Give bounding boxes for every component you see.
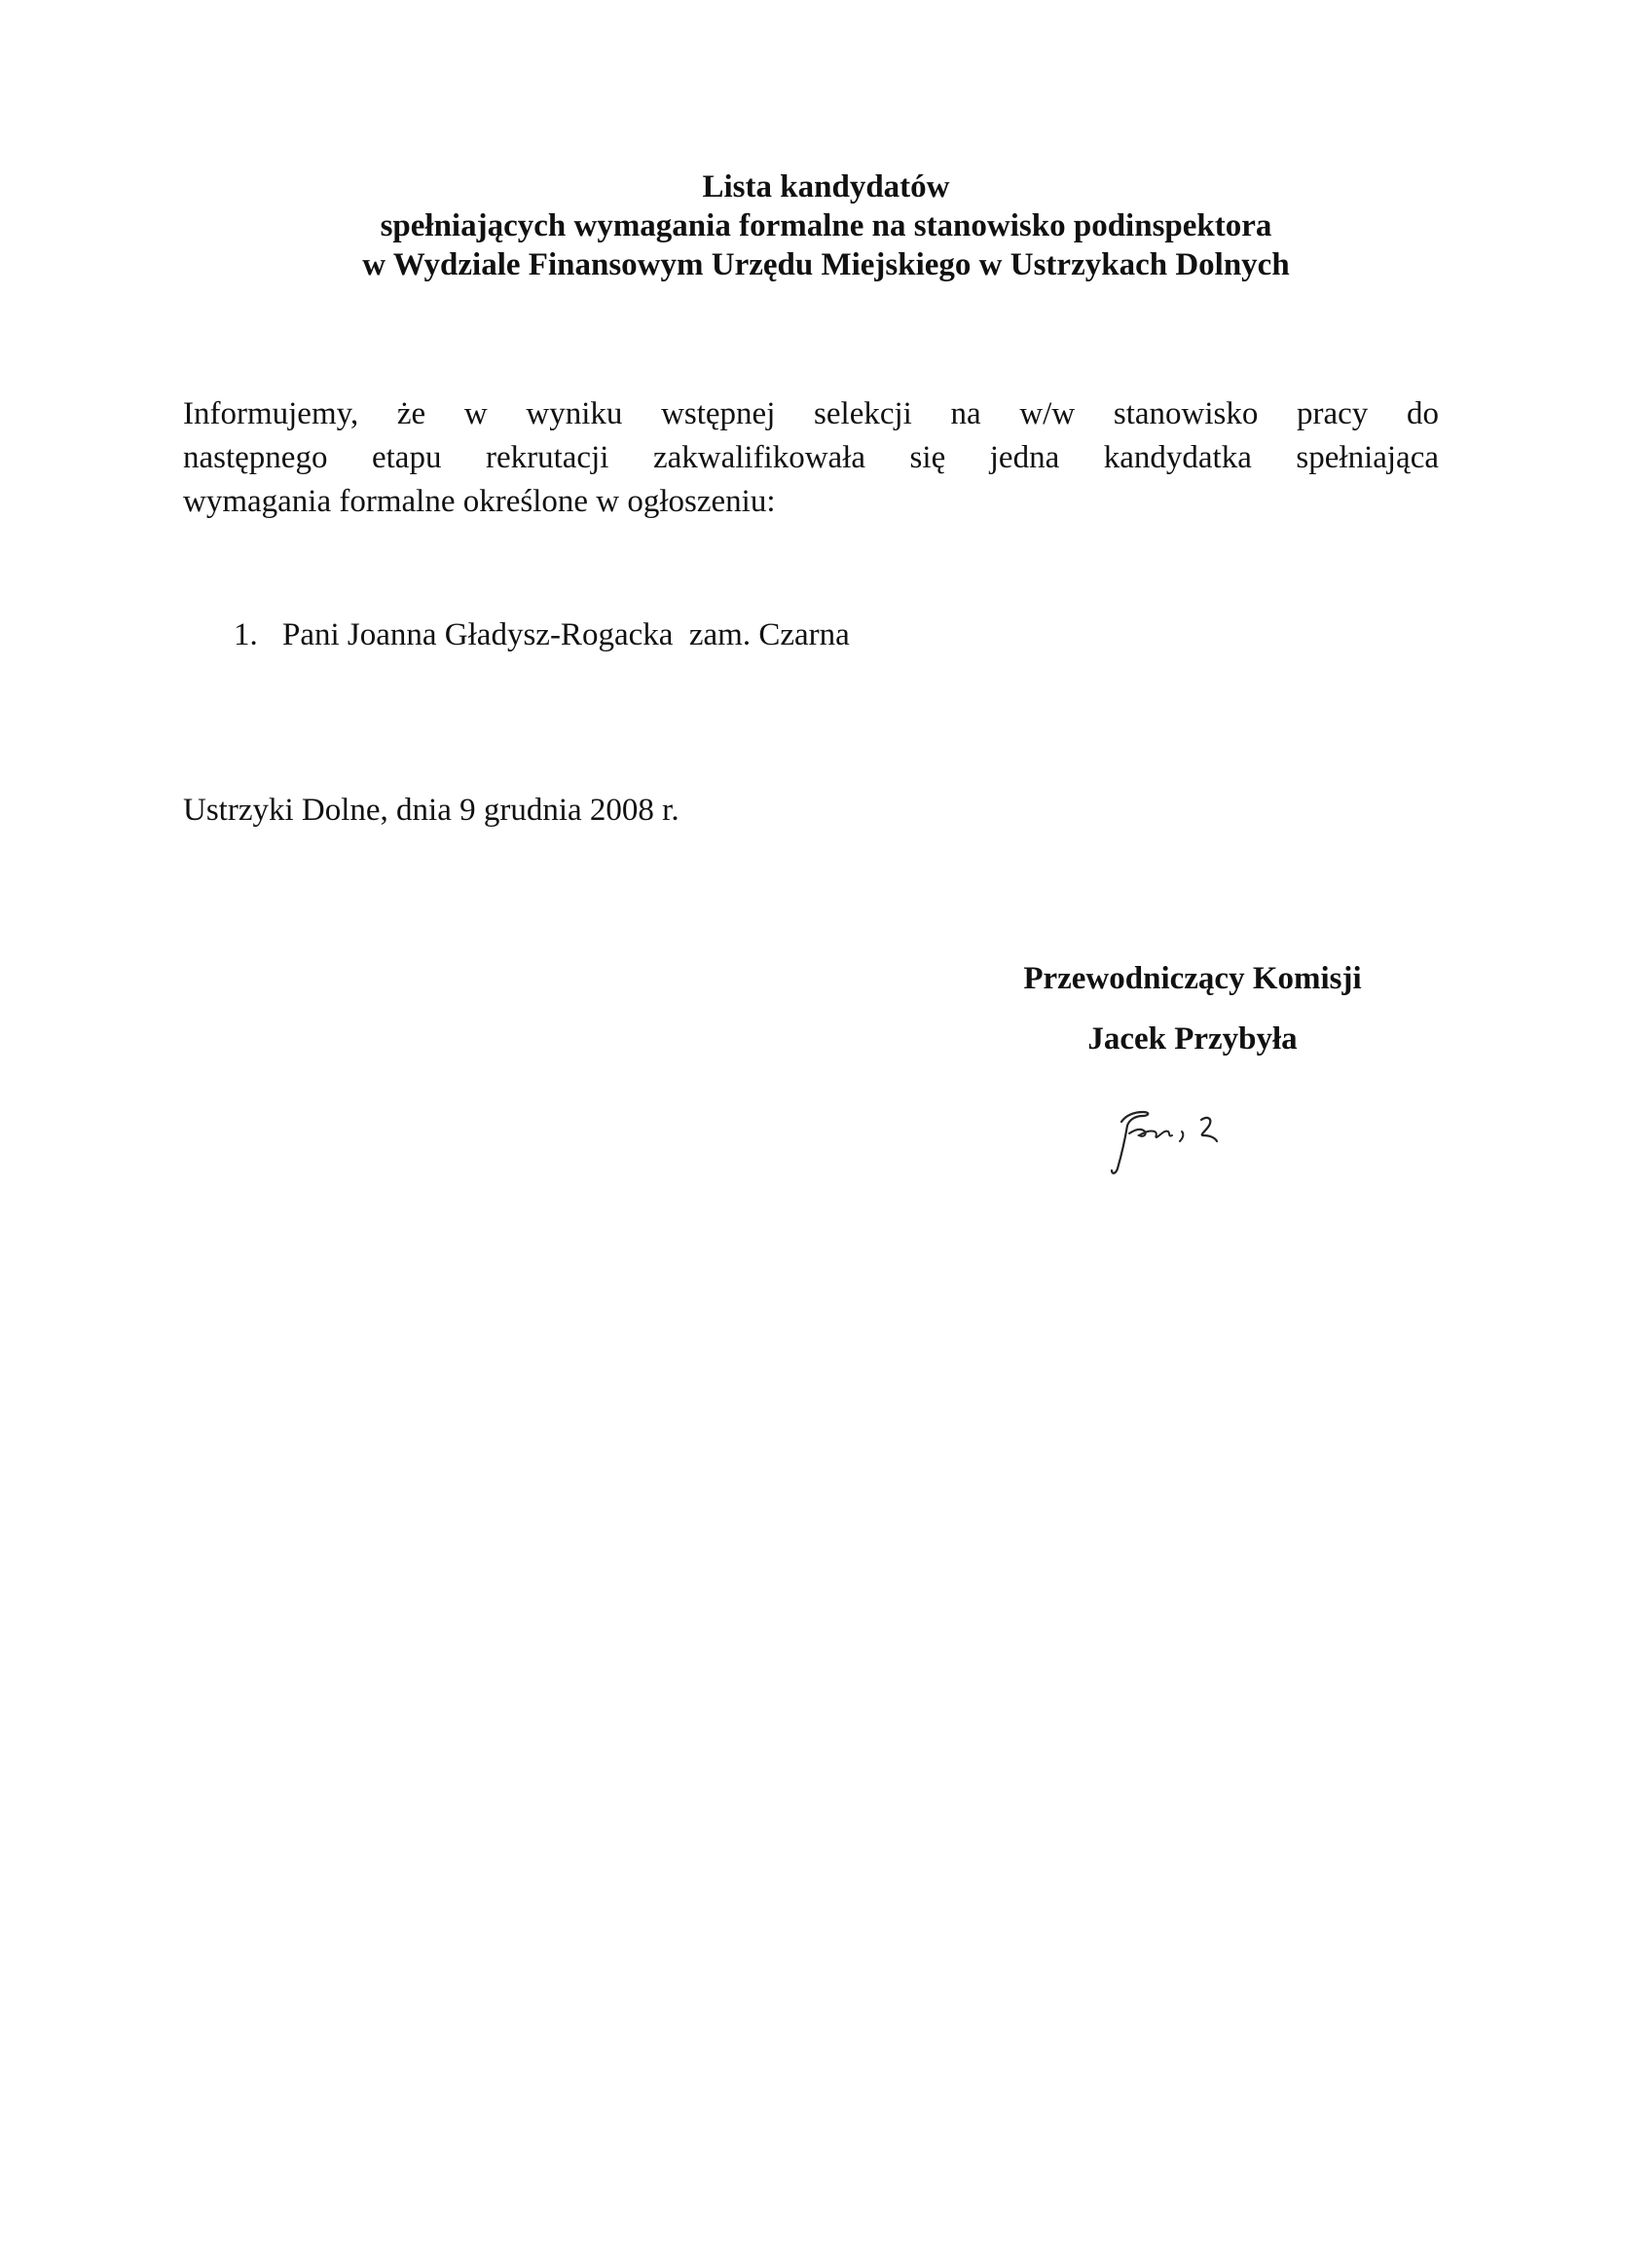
title-line-3: w Wydziale Finansowym Urzędu Miejskiego w Ustrzykach Dolnych [362, 247, 1290, 282]
intro-line-1: Informujemy, że w wyniku wstępnej selekcji na w/w stanowisko pracy do [183, 396, 1439, 431]
signature-block [983, 959, 1402, 1058]
title-line-2: spełniających wymagania formalne na stanowisko podinspektora [380, 208, 1272, 243]
candidate-number: 1. [234, 617, 258, 652]
place-date: Ustrzyki Dolne, dnia 9 grudnia 2008 r. [183, 793, 679, 828]
intro-line-3: wymagania formalne określone w ogłoszeniu: [183, 484, 776, 519]
signatory-name: Jacek Przybyła [1087, 1021, 1298, 1057]
candidate-text: Pani Joanna Gładysz-Rogacka zam. Czarna [282, 617, 850, 652]
handwritten-signature [1100, 1091, 1256, 1178]
list-item [234, 615, 850, 654]
document-title [0, 167, 1652, 284]
signatory-role: Przewodniczący Komisji [1023, 961, 1362, 996]
candidate-list [234, 615, 850, 654]
intro-line-2: następnego etapu rekrutacji zakwalifikowała się jedna kandydatka spełniająca [183, 440, 1439, 475]
title-line-1: Lista kandydatów [702, 169, 950, 204]
intro-paragraph [183, 392, 1439, 524]
